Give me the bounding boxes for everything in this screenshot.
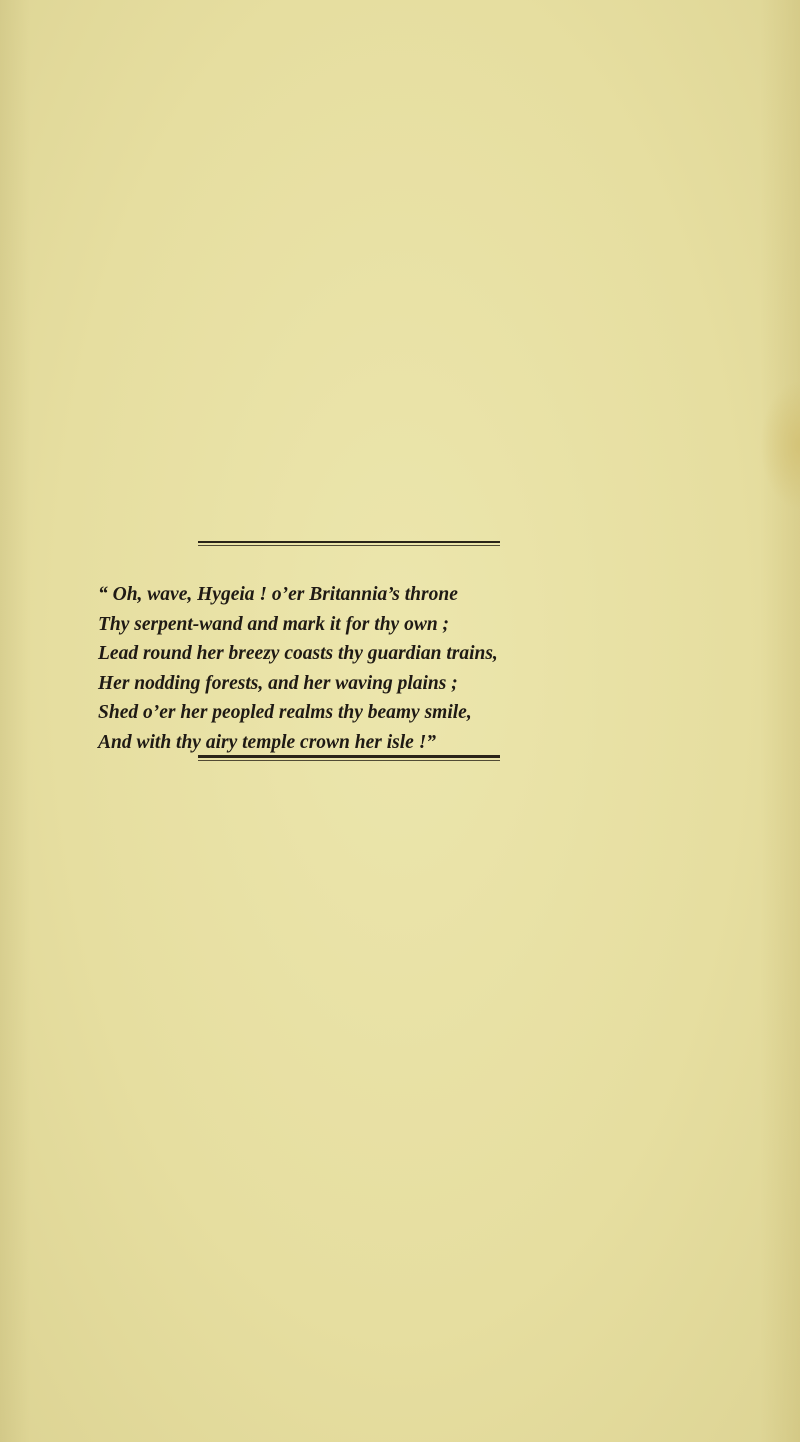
- poem-line: And with thy airy temple crown her isle !”: [98, 731, 437, 753]
- epigraph-poem: [98, 580, 738, 758]
- paper-stain: [760, 380, 800, 510]
- bottom-rule-thin: [198, 760, 500, 761]
- poem-line: Lead round her breezy coasts thy guardian trains,: [98, 643, 498, 665]
- poem-line: Her nodding forests, and her waving plains ;: [98, 672, 458, 694]
- page-edge-shadow-left: [0, 0, 30, 1442]
- page-edge-shadow-right: [760, 0, 800, 1442]
- top-rule: [198, 541, 500, 543]
- poem-line: Shed o’er her peopled realms thy beamy smile,: [98, 702, 472, 724]
- poem-line: Thy serpent-wand and mark it for thy own ;: [98, 613, 450, 635]
- bottom-rule: [198, 755, 500, 758]
- poem-line: “ Oh, wave, Hygeia ! o’er Britannia’s throne: [98, 584, 458, 605]
- top-rule-thin: [198, 545, 500, 546]
